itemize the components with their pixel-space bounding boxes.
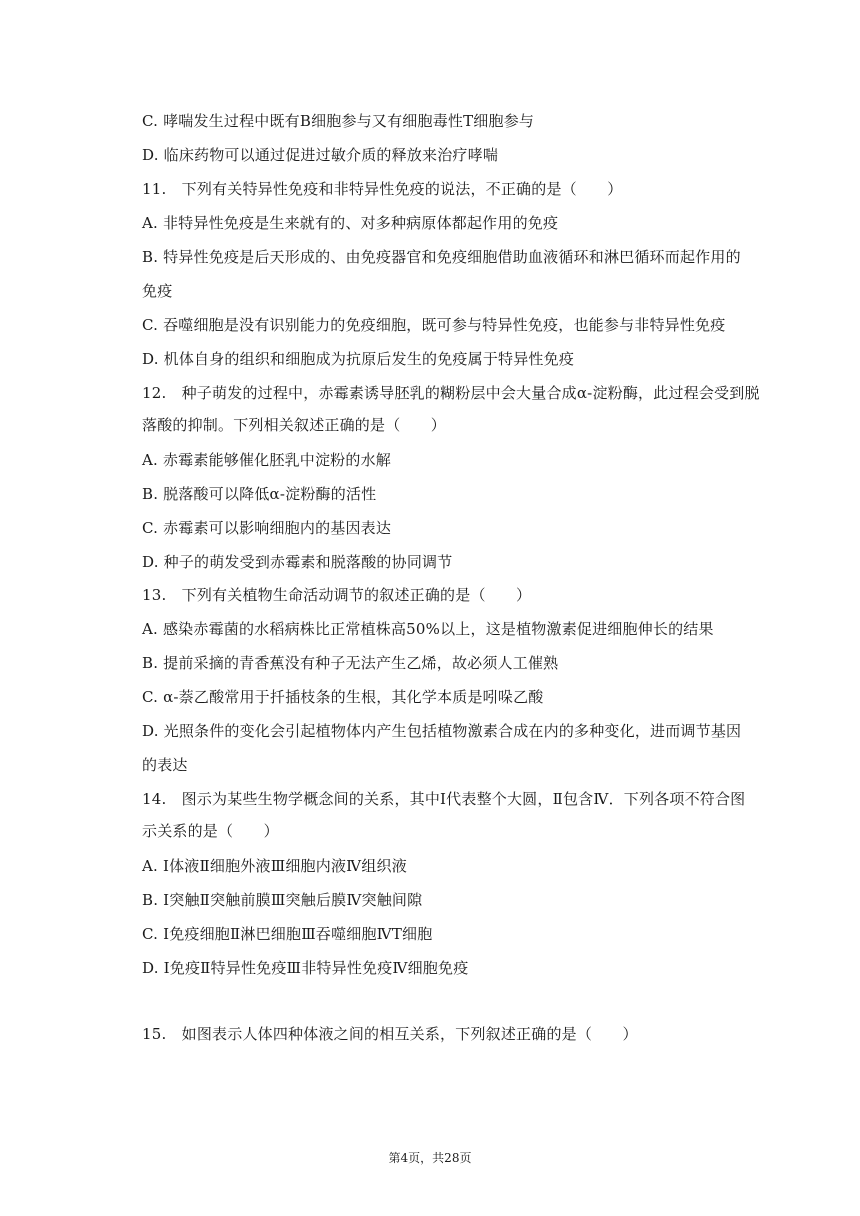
- q11-stem: 11. 下列有关特异性免疫和非特异性免疫的说法，不正确的是（ ）: [142, 180, 623, 198]
- q10-option-c: C. 哮喘发生过程中既有B细胞参与又有细胞毒性T细胞参与: [142, 112, 535, 130]
- q11-option-d: D. 机体自身的组织和细胞成为抗原后发生的免疫属于特异性免疫: [142, 350, 575, 368]
- q13-option-d: D. 光照条件的变化会引起植物体内产生包括植物激素合成在内的多种变化，进而调节基因: [142, 722, 742, 740]
- q14-option-a: A. Ⅰ体液Ⅱ细胞外液Ⅲ细胞内液Ⅳ组织液: [142, 857, 407, 875]
- q14-option-b: B. Ⅰ突触Ⅱ突触前膜Ⅲ突触后膜Ⅳ突触间隙: [142, 891, 423, 909]
- q12-option-c: C. 赤霉素可以影响细胞内的基因表达: [142, 519, 392, 537]
- q12-stem-cont: 落酸的抑制。下列相关叙述正确的是（ ）: [142, 416, 447, 434]
- q11-option-b: B. 特异性免疫是后天形成的、由免疫器官和免疫细胞借助血液循环和淋巴循环而起作用的: [142, 248, 741, 266]
- page-footer: 第4页，共28页: [388, 1151, 472, 1165]
- q14-stem-cont: 示关系的是（ ）: [142, 822, 279, 840]
- q13-option-d-cont: 的表达: [142, 756, 188, 774]
- q12-stem: 12. 种子萌发的过程中，赤霉素诱导胚乳的糊粉层中会大量合成α-淀粉酶，此过程会受到脱: [142, 384, 760, 402]
- q14-option-c: C. Ⅰ免疫细胞Ⅱ淋巴细胞Ⅲ吞噬细胞ⅣT细胞: [142, 925, 433, 943]
- q10-option-d: D. 临床药物可以通过促进过敏介质的释放来治疗哮喘: [142, 146, 499, 164]
- q14-stem: 14. 图示为某些生物学概念间的关系，其中Ⅰ代表整个大圆，Ⅱ包含Ⅳ．下列各项不符合图: [142, 790, 746, 808]
- q15-stem: 15. 如图表示人体四种体液之间的相互关系，下列叙述正确的是（ ）: [142, 1025, 638, 1043]
- q14-option-d: D. Ⅰ免疫Ⅱ特异性免疫Ⅲ非特异性免疫Ⅳ细胞免疫: [142, 959, 469, 977]
- q13-option-c: C. α-萘乙酸常用于扦插枝条的生根，其化学本质是吲哚乙酸: [142, 688, 544, 706]
- q12-option-d: D. 种子的萌发受到赤霉素和脱落酸的协同调节: [142, 553, 453, 571]
- q11-option-a: A. 非特异性免疫是生来就有的、对多种病原体都起作用的免疫: [142, 214, 559, 232]
- q13-option-a: A. 感染赤霉菌的水稻病株比正常植株高50%以上，这是植物激素促进细胞伸长的结果: [142, 620, 714, 638]
- q11-option-b-cont: 免疫: [142, 282, 173, 300]
- q12-option-a: A. 赤霉素能够催化胚乳中淀粉的水解: [142, 451, 391, 469]
- q11-option-c: C. 吞噬细胞是没有识别能力的免疫细胞，既可参与特异性免疫，也能参与非特异性免疫: [142, 316, 726, 334]
- q12-option-b: B. 脱落酸可以降低α-淀粉酶的活性: [142, 485, 377, 503]
- q13-stem: 13. 下列有关植物生命活动调节的叙述正确的是（ ）: [142, 586, 532, 604]
- q13-option-b: B. 提前采摘的青香蕉没有种子无法产生乙烯，故必须人工催熟: [142, 654, 559, 672]
